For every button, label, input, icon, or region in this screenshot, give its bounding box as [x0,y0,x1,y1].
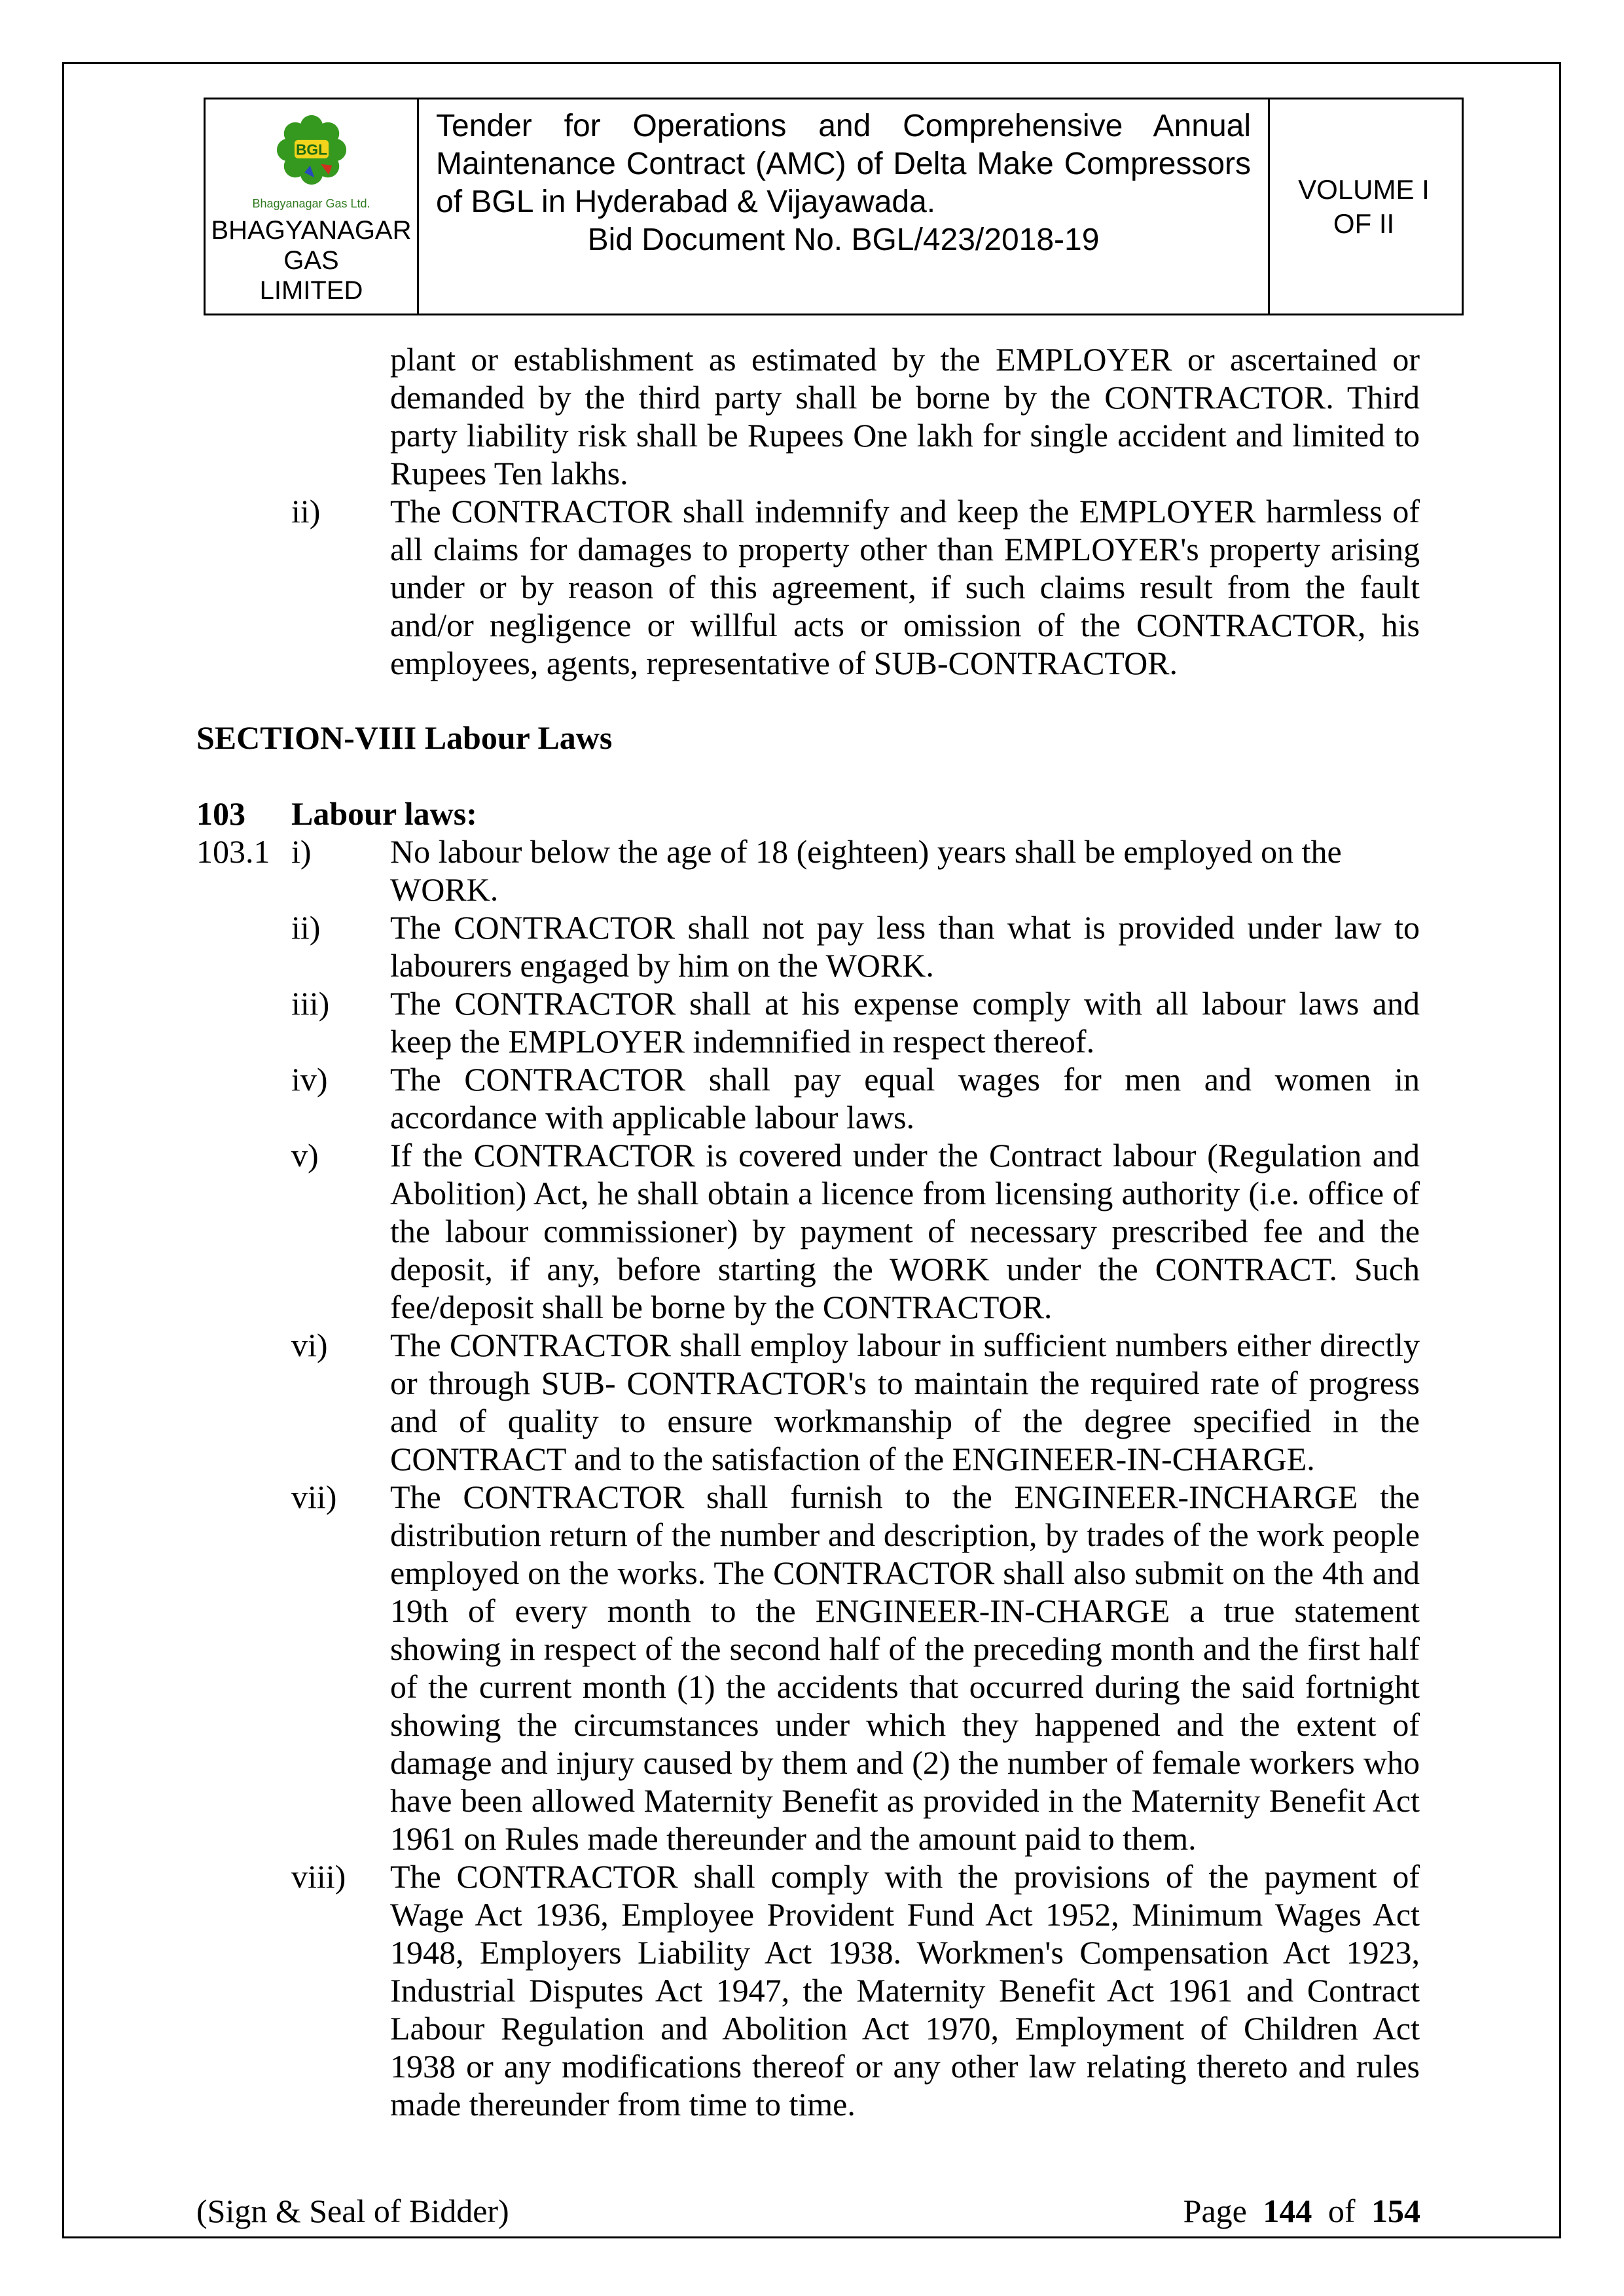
list-item-text: The CONTRACTOR shall furnish to the ENGINEER-INCHARGE the distribution return of the number and description, by trades of the work people employed on the works. The CONTRACTOR shall also submit on the 4th and 19th of every month to the ENGINEER-IN-CHARGE a true statement showing in respect of the second half of the preceding month and the first half of the current month (1) the accidents that occurred during the said fortnight showing the circumstances under which they happened and the extent of damage and injury caused by them and (2) the number of female workers who have been allowed Maternity Benefit as provided in the Maternity Benefit Act 1961 on Rules made thereunder and the amount paid to them. [390,1479,1420,1857]
list-item [196,908,1420,984]
list-item-text: The CONTRACTOR shall comply with the provisions of the payment of Wage Act 1936, Employee Provident Fund Act 1952, Minimum Wages Act 1948, Employers Liability Act 1938. Workmen's Compensation Act 1923, Industrial Disputes Act 1947, the Maternity Benefit Act 1961 and Contract Labour Regulation and Abolition Act 1970, Employment of Children Act 1938 or any modifications thereof or any other law relating thereto and rules made thereunder from time to time. [390,1858,1420,2123]
org-name [211,215,412,306]
list-item-label: v) [291,1137,319,1174]
header-logo-cell [206,99,419,314]
volume-line1: VOLUME I [1298,173,1430,205]
page-footer [196,2192,1420,2230]
clause-heading [196,795,1420,833]
list-item-text: The CONTRACTOR shall indemnify and keep the EMPLOYER harmless of all claims for damages to property other than EMPLOYER's property arising under or by reason of this agreement, if such claims result from the fault and/or negligence or willful acts or omission of the CONTRACTOR, his employees, agents, representative of SUB-CONTRACTOR. [390,493,1420,681]
current-page-number: 144 [1263,2193,1312,2229]
page-number-indicator [1183,2192,1420,2230]
org-name-line2: LIMITED [259,276,363,305]
page-border [62,62,1561,2238]
list-item [196,1136,1420,1326]
list-item-label: ii) [291,909,321,946]
section-heading: SECTION-VIII Labour Laws [196,719,613,756]
bgl-logo-icon [269,107,354,196]
list-item-label: vi) [291,1327,328,1363]
list-item-text: If the CONTRACTOR is covered under the Contract labour (Regulation and Abolition) Act, he shall obtain a licence from licensing authority (i.e. office of the labour commissioner) by payment of necessary prescribed fee and the deposit, if any, before starting the WORK under the CONTRACT. Such fee/deposit shall be borne by the CONTRACTOR. [390,1137,1420,1325]
logo-acronym-text: BGL [295,141,327,158]
list-item [196,1060,1420,1136]
list-item [196,1857,1420,2123]
list-item-label: iv) [291,1061,328,1098]
list-item [196,1326,1420,1478]
list-item-label: i) [291,833,312,870]
list-item [196,1478,1420,1857]
page-word: Page [1183,2193,1247,2229]
sign-seal-note: (Sign & Seal of Bidder) [196,2193,509,2229]
list-item-text: The CONTRACTOR shall not pay less than what is provided under law to labourers engaged by him on the WORK. [390,909,1420,984]
list-item-label: ii) [291,493,321,529]
tender-title: Tender for Operations and Comprehensive Annual Maintenance Contract (AMC) of Delta Make Compressors of BGL in Hyderabad & Vijayawada. [436,109,1251,219]
volume-line2: OF II [1333,207,1395,239]
total-page-number: 154 [1371,2193,1420,2229]
list-item-indemnity [196,492,1420,682]
org-name-line1: BHAGYANAGAR GAS [211,216,412,275]
bid-document-number: Bid Document No. BGL/423/2018-19 [587,223,1100,257]
list-item-text: The CONTRACTOR shall employ labour in sufficient numbers either directly or through SUB- CONTRACTOR's to maintain the required rate of progress and of quality to ensure workmanship of the degree specified in the CONTRACT and to the satisfaction of the ENGINEER-IN-CHARGE. [390,1327,1420,1477]
clause-ref: 103.1 [196,833,270,870]
list-item-text: No labour below the age of 18 (eighteen) years shall be employed on the WORK. [390,833,1342,908]
clause-number: 103 [196,795,245,832]
continuation-paragraph: plant or establishment as estimated by the EMPLOYER or ascertained or demanded by the third party shall be borne by the CONTRACTOR. Third party liability risk shall be Rupees One lakh for single accident and limited to Rupees Ten lakhs. [390,341,1420,492]
list-item-text: The CONTRACTOR shall at his expense comply with all labour laws and keep the EMPLOYER indemnified in respect thereof. [390,985,1420,1060]
header-table [204,98,1464,315]
header-volume-cell [1270,99,1458,314]
list-item-label: viii) [291,1858,346,1895]
header-title-cell [419,99,1270,314]
list-item [196,984,1420,1060]
clause-title: Labour laws: [291,795,477,832]
of-word: of [1327,2193,1356,2229]
list-item [196,833,1420,908]
list-item-text: The CONTRACTOR shall pay equal wages for men and women in accordance with applicable labour laws. [390,1061,1420,1136]
document-body [196,340,1420,2123]
list-item-label: iii) [291,985,330,1022]
logo-caption: Bhagyanagar Gas Ltd. [252,197,370,210]
list-item-label: vii) [291,1479,337,1515]
